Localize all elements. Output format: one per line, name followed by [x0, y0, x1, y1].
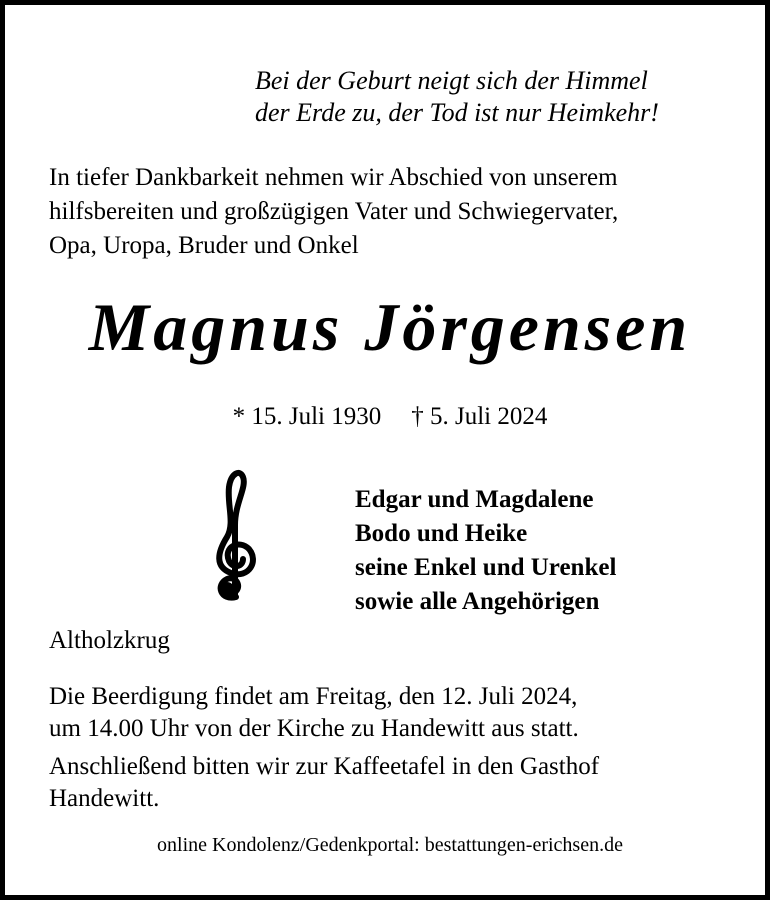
funeral-line: um 14.00 Uhr von der Kirche zu Handewitt aus statt.	[49, 715, 579, 742]
intro-text	[49, 161, 739, 263]
intro-line: Opa, Uropa, Bruder und Onkel	[49, 232, 359, 259]
intro-line: hilfsbereiten und großzügigen Vater und Schwiegervater,	[49, 198, 619, 225]
mourners-list	[355, 483, 616, 619]
birth-date: * 15. Juli 1930	[232, 403, 382, 430]
life-dates	[5, 401, 770, 433]
treble-clef-icon	[205, 465, 265, 605]
reception-line: Anschließend bitten wir zur Kaffeetafel in den Gasthof	[49, 753, 600, 780]
reception-line: Handewitt.	[49, 785, 160, 812]
mourner-line: sowie alle Angehörigen	[355, 588, 600, 615]
place-name: Altholzkrug	[49, 627, 170, 654]
poem	[255, 65, 659, 129]
funeral-details	[49, 681, 729, 745]
mourner-line: seine Enkel und Urenkel	[355, 554, 617, 581]
death-date: † 5. Juli 2024	[411, 403, 548, 430]
intro-line: In tiefer Dankbarkeit nehmen wir Abschied von unserem	[49, 164, 618, 191]
reception-details	[49, 751, 729, 815]
poem-line: Bei der Geburt neigt sich der Himmel	[255, 66, 648, 95]
mourner-line: Edgar und Magdalene	[355, 486, 594, 513]
funeral-line: Die Beerdigung findet am Freitag, den 12. Juli 2024,	[49, 683, 578, 710]
mourner-line: Bodo und Heike	[355, 520, 528, 547]
poem-line: der Erde zu, der Tod ist nur Heimkehr!	[255, 98, 659, 127]
condolence-portal: online Kondolenz/Gedenkportal: bestattungen-erichsen.de	[157, 834, 623, 856]
deceased-name: Magnus Jörgensen	[88, 289, 692, 365]
